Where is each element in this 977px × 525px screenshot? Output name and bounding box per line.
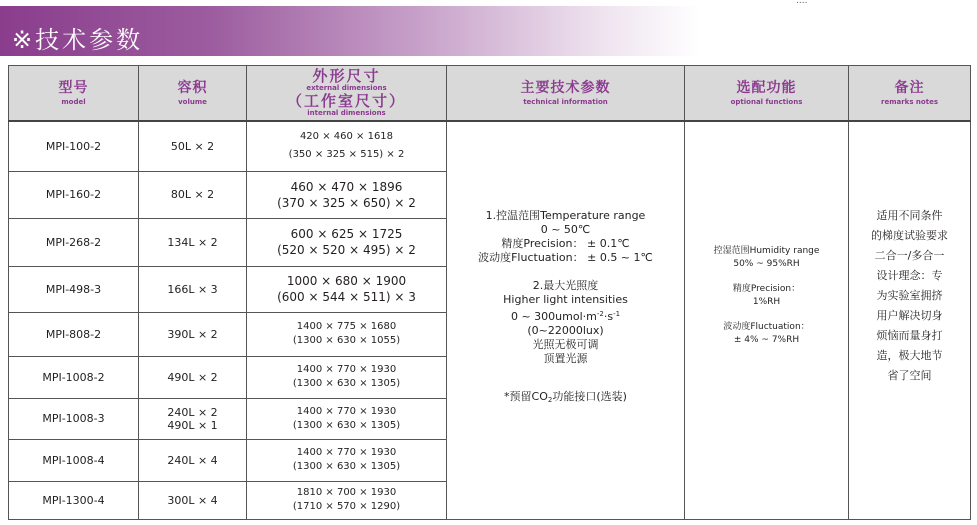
dims-cell	[247, 439, 447, 481]
model-cell: MPI-1008-3	[9, 398, 139, 439]
optional-line: 控湿范围Humidity range	[713, 246, 820, 257]
header-optional-en: optional functions	[730, 97, 803, 106]
tech-line: Higher light intensities	[503, 293, 628, 307]
remarks-cell	[849, 121, 971, 519]
external-dims: 1810 × 700 × 1930	[296, 487, 397, 498]
dims-cell	[247, 398, 447, 439]
external-dims: 1400 × 770 × 1930	[296, 447, 397, 458]
volume-cell: 134L × 2	[139, 218, 247, 266]
header-dims	[247, 66, 447, 122]
spacer	[447, 407, 684, 431]
external-dims: 1400 × 775 × 1680	[296, 321, 397, 332]
internal-dims: (370 × 325 × 650) × 2	[277, 195, 416, 210]
remarks-line: 的梯度试验要求	[871, 229, 948, 243]
dims-cell	[247, 218, 447, 266]
optional-line: 精度Precision：	[732, 284, 801, 295]
external-dims: 1400 × 770 × 1930	[296, 405, 397, 417]
tech-text: *预留CO	[504, 390, 548, 404]
header-model	[9, 66, 139, 122]
dims-cell	[247, 121, 447, 171]
remarks-line: 设计理念：专	[876, 269, 943, 283]
volume-cell: 300L × 4	[139, 481, 247, 519]
external-dims: 1400 × 770 × 1930	[296, 364, 397, 375]
internal-dims: (350 × 325 × 515) × 2	[288, 149, 405, 161]
model-cell: MPI-160-2	[9, 171, 139, 218]
header-dims-cn2: （工作室尺寸）	[286, 92, 406, 110]
remarks-line: 造，极大地节	[876, 349, 943, 363]
tech-line: (0~22000lux)	[527, 324, 604, 338]
spec-table	[8, 65, 971, 520]
table-header-row	[9, 66, 971, 122]
volume-line: 490L × 1	[167, 418, 218, 432]
spacer	[447, 366, 684, 390]
header-remarks	[849, 66, 971, 122]
header-dims-en2: internal dimensions	[307, 109, 386, 117]
tech-text: 0 ~ 300umol·m	[510, 310, 597, 324]
remarks-line: 适用不同条件	[876, 209, 943, 223]
spacer	[849, 410, 970, 434]
model-cell: MPI-100-2	[9, 121, 139, 171]
model-cell: MPI-268-2	[9, 218, 139, 266]
internal-dims: (1710 × 570 × 1290)	[292, 501, 401, 512]
spacer	[447, 265, 684, 279]
header-tech-en: technical information	[523, 97, 608, 106]
remarks-line: 省了空间	[887, 369, 932, 383]
external-dims: 460 × 470 × 1896	[290, 179, 403, 194]
header-volume	[139, 66, 247, 122]
internal-dims: (520 × 520 × 495) × 2	[277, 243, 416, 257]
tech-line: 1.控温范围Temperature range	[485, 209, 646, 223]
volume-cell	[139, 398, 247, 439]
internal-dims: (1300 × 630 × 1055)	[292, 335, 401, 346]
header-model-cn: 型号	[58, 79, 89, 96]
remarks-line: 用户解决切身	[876, 309, 943, 323]
optional-functions-cell	[685, 121, 849, 519]
external-dims: 420 × 460 × 1618	[299, 131, 394, 143]
spacer	[685, 347, 848, 371]
header-model-en: model	[61, 97, 86, 106]
volume-cell: 240L × 4	[139, 439, 247, 481]
section-banner	[0, 6, 700, 56]
volume-cell: 50L × 2	[139, 121, 247, 171]
tech-info-cell	[447, 121, 685, 519]
internal-dims: (600 × 544 × 511) × 3	[277, 290, 416, 304]
superscript: -1	[613, 310, 621, 319]
tech-line: 精度Precision： ± 0.1℃	[501, 237, 630, 251]
internal-dims: (1300 × 630 × 1305)	[292, 378, 401, 389]
optional-line: ± 4% ~ 7%RH	[733, 335, 800, 346]
tech-line: 2.最大光照度	[532, 279, 599, 293]
header-volume-en: volume	[178, 97, 207, 106]
section-title: ※技术参数	[12, 26, 144, 54]
header-optional	[685, 66, 849, 122]
tech-text: 功能接口(选装)	[552, 390, 627, 404]
tech-text: ·s	[603, 310, 614, 324]
remarks-line: 二合一/多合一	[874, 249, 945, 263]
internal-dims: (1300 × 630 × 1305)	[292, 419, 401, 431]
header-optional-cn: 选配功能	[736, 79, 797, 96]
superscript: -2	[596, 310, 604, 319]
external-dims: 1000 × 680 × 1900	[286, 274, 407, 288]
header-dims-en1: external dimensions	[306, 84, 387, 92]
model-cell: MPI-498-3	[9, 266, 139, 312]
tech-line-light	[447, 307, 684, 324]
optional-line: 波动度Fluctuation：	[723, 322, 810, 333]
model-cell: MPI-1008-2	[9, 356, 139, 398]
header-tech-cn: 主要技术参数	[520, 79, 611, 96]
header-remarks-cn: 备注	[894, 79, 925, 96]
dims-cell	[247, 481, 447, 519]
spacer	[685, 371, 848, 395]
spacer	[685, 271, 848, 283]
tech-line: 0 ~ 50℃	[540, 223, 591, 237]
table-row	[9, 121, 971, 171]
dims-cell	[247, 266, 447, 312]
model-cell: MPI-808-2	[9, 312, 139, 356]
volume-cell: 490L × 2	[139, 356, 247, 398]
optional-line: 1%RH	[752, 297, 781, 308]
volume-line: 240L × 2	[167, 405, 218, 419]
tech-line: 波动度Fluctuation： ± 0.5 ~ 1℃	[478, 251, 653, 265]
spacer	[685, 309, 848, 321]
tech-line-co2	[447, 390, 684, 407]
remarks-line: 烦恼而量身打	[876, 329, 943, 343]
model-cell: MPI-1300-4	[9, 481, 139, 519]
spacer	[849, 386, 970, 410]
tech-line: 光照无极可调	[532, 338, 599, 352]
internal-dims: (1300 × 630 × 1305)	[292, 461, 401, 472]
volume-cell: 390L × 2	[139, 312, 247, 356]
dims-cell	[247, 171, 447, 218]
dims-cell	[247, 312, 447, 356]
optional-line: 50% ~ 95%RH	[733, 259, 800, 270]
remarks-line: 为实验室拥挤	[876, 289, 943, 303]
corner-note: ....	[796, 0, 808, 6]
volume-cell: 166L × 3	[139, 266, 247, 312]
external-dims: 600 × 625 × 1725	[290, 227, 403, 241]
header-volume-cn: 容积	[177, 79, 208, 96]
header-dims-cn1: 外形尺寸	[312, 67, 381, 85]
header-tech	[447, 66, 685, 122]
dims-cell	[247, 356, 447, 398]
tech-line: 顶置光源	[543, 352, 588, 366]
model-cell: MPI-1008-4	[9, 439, 139, 481]
header-remarks-en: remarks notes	[881, 97, 938, 106]
volume-cell: 80L × 2	[139, 171, 247, 218]
subscript: 2	[547, 396, 553, 405]
